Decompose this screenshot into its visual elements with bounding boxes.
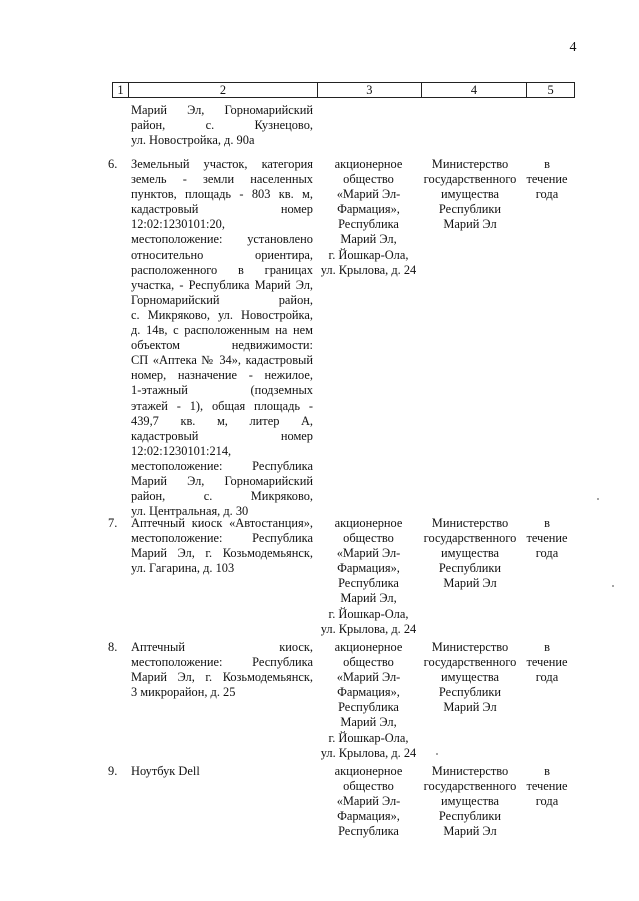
text-line: этажей - 1), общая площадь -	[131, 398, 313, 413]
text-line: общество	[343, 172, 394, 187]
text-line: кадастровый номер	[131, 202, 313, 217]
text-line: местоположение: Республика	[131, 655, 313, 670]
column-3-header: 3	[318, 83, 422, 97]
row-ministry	[420, 516, 520, 591]
text-line: ул. Гагарина, д. 103	[131, 561, 235, 576]
text-line: государственного	[423, 172, 517, 187]
text-line: Аптечный киоск,	[131, 640, 313, 654]
text-line: кадастровый номер	[131, 428, 313, 443]
text-line: СП «Аптека № 34», кадастровый	[131, 353, 313, 368]
text-line: имущества	[440, 670, 500, 685]
text-line: течение	[526, 172, 568, 187]
text-line: акционерное	[334, 516, 403, 530]
scan-speck	[436, 753, 438, 755]
text-line: государственного	[423, 531, 517, 546]
row-term	[522, 516, 572, 561]
text-line: Республики	[438, 685, 502, 700]
text-line: «Марий Эл-	[336, 546, 401, 561]
text-line: г. Йошкар-Ола,	[328, 606, 409, 621]
text-line: Республики	[438, 561, 502, 576]
text-line: года	[535, 187, 559, 202]
text-line: акционерное	[334, 764, 403, 778]
text-line: район, с. Кузнецово,	[131, 118, 313, 133]
text-line: Республика	[338, 217, 399, 232]
text-line: Марий Эл	[443, 217, 497, 232]
text-line: общество	[343, 531, 394, 546]
text-line: относительно ориентира,	[131, 247, 313, 262]
scan-speck	[612, 585, 614, 587]
text-line: Земельный участок, категория	[131, 157, 313, 171]
text-line: «Марий Эл-	[336, 670, 401, 685]
row-description	[131, 640, 313, 700]
row-number: 8.	[108, 640, 118, 654]
text-line: Марий Эл,	[340, 715, 397, 730]
scan-speck	[597, 498, 599, 500]
text-line: Республика	[338, 700, 399, 715]
text-line: общество	[343, 779, 394, 794]
text-line: общество	[343, 655, 394, 670]
text-line: Горномарийский район,	[131, 292, 313, 307]
text-line: ул. Новостройка, д. 90а	[131, 133, 255, 148]
text-line: года	[535, 546, 559, 561]
text-line: Марий Эл, Горномарийский	[131, 103, 313, 117]
text-line: Марий Эл, Горномарийский	[131, 473, 313, 488]
text-line: ул. Крылова, д. 24	[320, 621, 417, 636]
text-line: Фармация»,	[337, 561, 400, 576]
row-organization	[317, 640, 420, 761]
text-line: местоположение: Республика	[131, 531, 313, 546]
text-line: Ноутбук Dell	[131, 764, 200, 778]
text-line: Аптечный киоск «Автостанция»,	[131, 516, 313, 530]
row-ministry	[420, 157, 520, 232]
row-term	[522, 764, 572, 809]
text-line: Министерство	[431, 157, 509, 171]
text-line: Фармация»,	[337, 202, 400, 217]
row-organization	[317, 157, 420, 278]
text-line: местоположение: установлено	[131, 232, 313, 247]
text-line: участка, - Республика Марий Эл,	[131, 277, 313, 292]
text-line: государственного	[423, 655, 517, 670]
text-line: д. 14в, с расположенным на нем	[131, 323, 313, 338]
text-line: имущества	[440, 794, 500, 809]
text-line: Республики	[438, 809, 502, 824]
row-description	[131, 764, 313, 779]
text-line: Республики	[438, 202, 502, 217]
text-line: течение	[526, 655, 568, 670]
text-line: акционерное	[334, 157, 403, 171]
column-2-header: 2	[129, 83, 318, 97]
text-line: г. Йошкар-Ола,	[328, 247, 409, 262]
text-line: Марий Эл,	[340, 232, 397, 247]
text-line: Фармация»,	[337, 809, 400, 824]
continuation-text	[131, 103, 313, 148]
text-line: г. Йошкар-Ола,	[328, 730, 409, 745]
text-line: 1-этажный (подземных	[131, 383, 313, 398]
text-line: номер, назначение - нежилое,	[131, 368, 313, 383]
row-ministry	[420, 640, 520, 715]
text-line: Фармация»,	[337, 685, 400, 700]
row-number: 7.	[108, 516, 118, 530]
row-term	[522, 157, 572, 202]
text-line: течение	[526, 531, 568, 546]
text-line: течение	[526, 779, 568, 794]
text-line: Марий Эл	[443, 700, 497, 715]
text-line: ул. Центральная, д. 30	[131, 504, 249, 519]
text-line: Марий Эл	[443, 824, 497, 839]
text-line: года	[535, 794, 559, 809]
text-line: местоположение: Республика	[131, 458, 313, 473]
text-line: объектом недвижимости:	[131, 338, 313, 353]
text-line: Министерство	[431, 764, 509, 778]
text-line: в	[544, 157, 550, 171]
text-line: имущества	[440, 187, 500, 202]
text-line: «Марий Эл-	[336, 187, 401, 202]
row-description	[131, 157, 313, 519]
text-line: земель - земли населенных	[131, 172, 313, 187]
text-line: ул. Крылова, д. 24	[320, 745, 417, 760]
row-term	[522, 640, 572, 685]
row-organization	[317, 516, 420, 637]
row-ministry	[420, 764, 520, 839]
text-line: Министерство	[431, 516, 509, 530]
text-line: 12:02:1230101:20,	[131, 217, 225, 232]
text-line: в	[544, 516, 550, 530]
row-number: 9.	[108, 764, 118, 778]
text-line: Марий Эл, г. Козьмодемьянск,	[131, 670, 313, 685]
row-number: 6.	[108, 157, 118, 171]
text-line: 12:02:1230101:214,	[131, 443, 232, 458]
row-organization	[317, 764, 420, 839]
text-line: ул. Крылова, д. 24	[320, 262, 417, 277]
column-5-header: 5	[547, 83, 554, 97]
text-line: Марий Эл,	[340, 591, 397, 606]
page-number: 4	[569, 40, 577, 55]
text-line: Марий Эл, г. Козьмодемьянск,	[131, 546, 313, 561]
text-line: Республика	[338, 824, 399, 839]
text-line: пунктов, площадь - 803 кв. м,	[131, 187, 313, 202]
text-line: «Марий Эл-	[336, 794, 401, 809]
text-line: 3 микрорайон, д. 25	[131, 685, 236, 700]
row-description	[131, 516, 313, 576]
column-1-header: 1	[113, 83, 129, 97]
text-line: Республика	[338, 576, 399, 591]
text-line: Марий Эл	[443, 576, 497, 591]
text-line: акционерное	[334, 640, 403, 654]
text-line: с. Микряково, ул. Новостройка,	[131, 307, 313, 322]
text-line: Министерство	[431, 640, 509, 654]
text-line: в	[544, 764, 550, 778]
text-line: расположенного в границах	[131, 262, 313, 277]
text-line: года	[535, 670, 559, 685]
text-line: район, с. Микряково,	[131, 489, 313, 504]
column-number-header	[112, 82, 575, 98]
column-4-header: 4	[422, 83, 528, 97]
text-line: 439,7 кв. м, литер А,	[131, 413, 313, 428]
text-line: в	[544, 640, 550, 654]
text-line: государственного	[423, 779, 517, 794]
text-line: имущества	[440, 546, 500, 561]
